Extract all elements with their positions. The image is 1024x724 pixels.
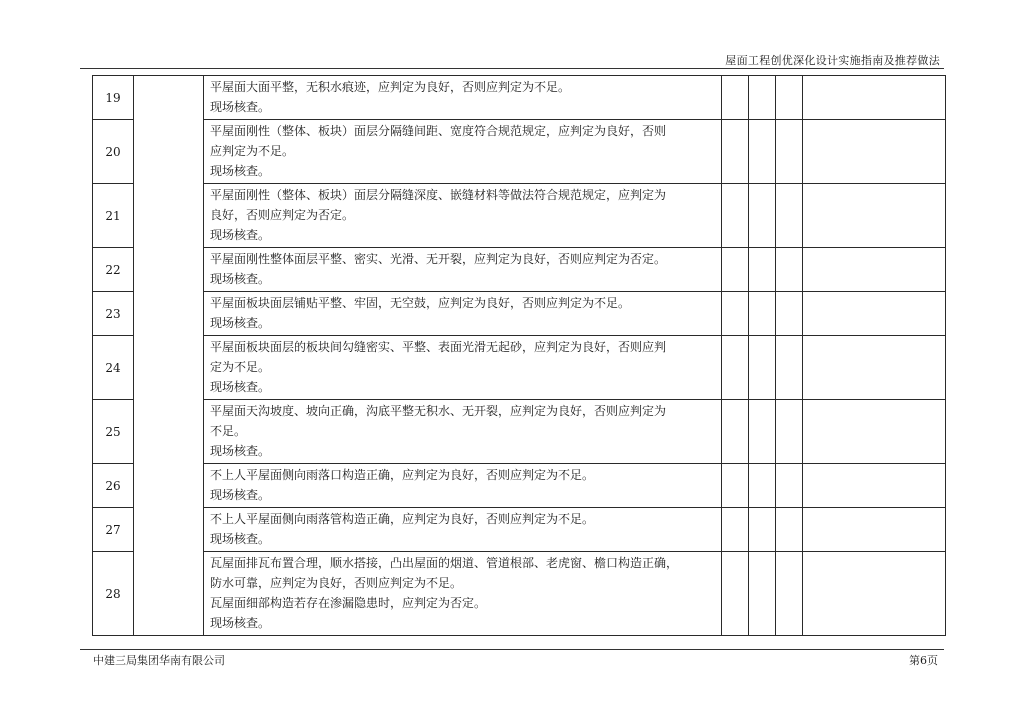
rating-good-cell [722,248,749,292]
rating-good-cell [722,184,749,248]
table-row [93,76,946,120]
rating-insufficient-cell [749,76,776,120]
criteria-text-line: 平屋面板块面层铺贴平整、牢固，无空鼓，应判定为良好，否则应判定为不足。 [210,296,631,310]
rating-insufficient-cell [749,508,776,552]
criteria-text-line: 平屋面刚性（整体、板块）面层分隔缝深度、嵌缝材料等做法符合规范规定，应判定为 [210,188,667,202]
criteria-text-line: 现场核查。 [210,444,271,458]
rating-negative-cell [776,464,803,508]
criteria-cell [204,552,722,636]
header-divider [80,68,944,69]
table-row [93,184,946,248]
criteria-text-line: 现场核查。 [210,616,271,630]
rating-negative-cell [776,184,803,248]
rating-good-cell [722,464,749,508]
remarks-cell [803,120,946,184]
remarks-cell [803,464,946,508]
rating-good-cell [722,508,749,552]
criteria-text-line: 不足。 [210,424,247,438]
item-number: 19 [93,76,134,120]
criteria-cell [204,248,722,292]
criteria-text-line: 现场核查。 [210,100,271,114]
item-number: 23 [93,292,134,336]
rating-good-cell [722,120,749,184]
remarks-cell [803,184,946,248]
rating-insufficient-cell [749,120,776,184]
item-number: 27 [93,508,134,552]
remarks-cell [803,248,946,292]
criteria-cell [204,464,722,508]
document-header-title: 屋面工程创优深化设计实施指南及推荐做法 [725,54,940,67]
criteria-cell [204,120,722,184]
rating-insufficient-cell [749,184,776,248]
table-row [93,120,946,184]
criteria-cell [204,508,722,552]
criteria-text-line: 现场核查。 [210,164,271,178]
rating-negative-cell [776,508,803,552]
criteria-text-line: 防水可靠，应判定为良好，否则应判定为不足。 [210,576,463,590]
rating-negative-cell [776,292,803,336]
criteria-text-line: 现场核查。 [210,228,271,242]
criteria-text-line: 平屋面板块面层的板块间勾缝密实、平整、表面光滑无起砂，应判定为良好，否则应判 [210,340,667,354]
criteria-text-line: 现场核查。 [210,316,271,330]
criteria-text-line: 平屋面天沟坡度、坡向正确，沟底平整无积水、无开裂，应判定为良好，否则应判定为 [210,404,667,418]
criteria-text-line: 现场核查。 [210,532,271,546]
criteria-text-line: 现场核查。 [210,380,271,394]
table-row [93,508,946,552]
criteria-text-line: 不上人平屋面侧向雨落口构造正确，应判定为良好，否则应判定为不足。 [210,468,595,482]
rating-good-cell [722,400,749,464]
criteria-text-line: 应判定为不足。 [210,144,295,158]
criteria-text-line: 现场核查。 [210,488,271,502]
remarks-cell [803,552,946,636]
criteria-text-line: 现场核查。 [210,272,271,286]
table-row [93,248,946,292]
table-row [93,336,946,400]
item-number: 28 [93,552,134,636]
criteria-text-line: 平屋面刚性（整体、板块）面层分隔缝间距、宽度符合规范规定，应判定为良好，否则 [210,124,667,138]
remarks-cell [803,336,946,400]
remarks-cell [803,292,946,336]
rating-good-cell [722,552,749,636]
criteria-text-line: 平屋面刚性整体面层平整、密实、光滑、无开裂，应判定为良好，否则应判定为否定。 [210,252,667,266]
rating-negative-cell [776,120,803,184]
remarks-cell [803,508,946,552]
item-number: 24 [93,336,134,400]
item-number: 26 [93,464,134,508]
criteria-text-line: 不上人平屋面侧向雨落管构造正确，应判定为良好，否则应判定为不足。 [210,512,595,526]
table-row [93,552,946,636]
remarks-cell [803,76,946,120]
item-number: 22 [93,248,134,292]
table-row [93,400,946,464]
rating-negative-cell [776,400,803,464]
rating-insufficient-cell [749,292,776,336]
remarks-cell [803,400,946,464]
criteria-cell [204,400,722,464]
item-number: 25 [93,400,134,464]
rating-negative-cell [776,76,803,120]
criteria-cell [204,184,722,248]
table-row [93,292,946,336]
table-row [93,464,946,508]
footer-divider [80,649,944,650]
item-number: 21 [93,184,134,248]
footer-page-number: 第6页 [909,654,938,667]
rating-insufficient-cell [749,552,776,636]
criteria-cell [204,336,722,400]
criteria-text-line: 良好，否则应判定为否定。 [210,208,355,222]
rating-insufficient-cell [749,248,776,292]
rating-good-cell [722,76,749,120]
rating-negative-cell [776,552,803,636]
criteria-text-line: 平屋面大面平整，无积水痕迹，应判定为良好，否则应判定为不足。 [210,80,571,94]
inspection-checklist-table [92,75,946,636]
criteria-text-line: 瓦屋面排瓦布置合理，顺水搭接，凸出屋面的烟道、管道根部、老虎窗、檐口构造正确， [210,556,679,570]
rating-good-cell [722,292,749,336]
rating-negative-cell [776,336,803,400]
rating-good-cell [722,336,749,400]
rating-insufficient-cell [749,400,776,464]
criteria-text-line: 定为不足。 [210,360,271,374]
category-cell [134,76,204,636]
criteria-text-line: 瓦屋面细部构造若存在渗漏隐患时，应判定为否定。 [210,596,487,610]
rating-negative-cell [776,248,803,292]
criteria-cell [204,76,722,120]
item-number: 20 [93,120,134,184]
criteria-cell [204,292,722,336]
rating-insufficient-cell [749,464,776,508]
rating-insufficient-cell [749,336,776,400]
footer-company: 中建三局集团华南有限公司 [93,654,225,667]
